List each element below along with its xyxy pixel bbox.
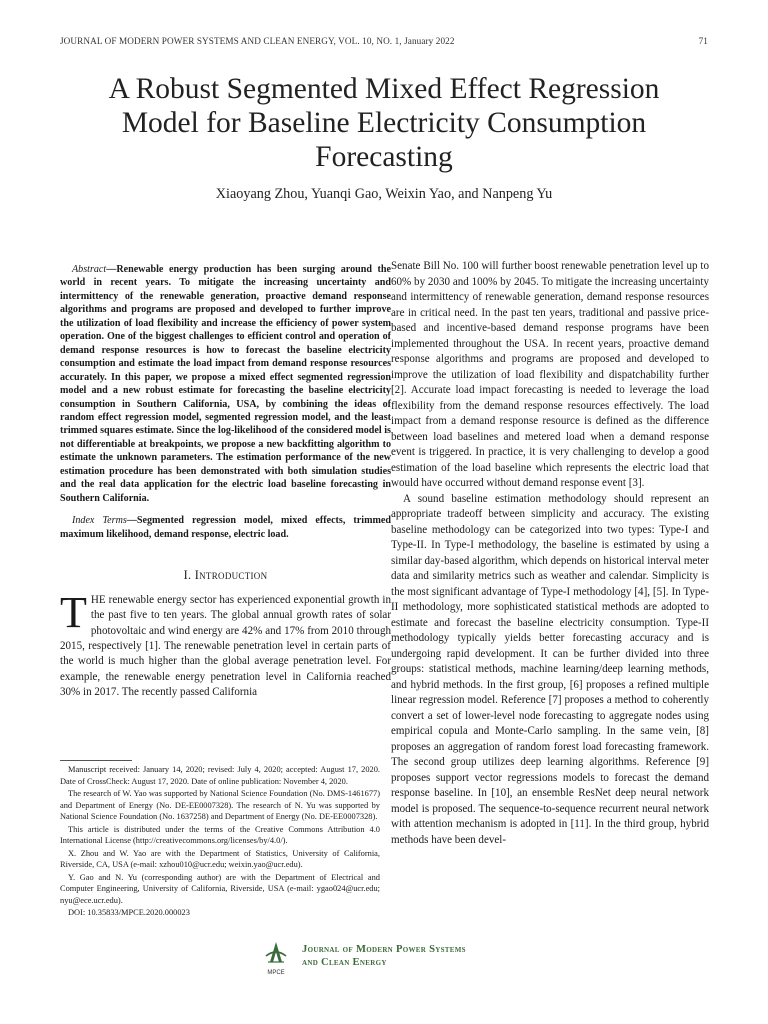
index-terms-text: —Segmented regression model, mixed effects, trimmed maximum likelihood, demand response, electric load. bbox=[60, 515, 391, 540]
logo-line-1: Journal of Modern Power Systems bbox=[302, 944, 466, 955]
footnote-funding: The research of W. Yao was supported by National Science Foundation (No. DMS-1461677) and Department of Energy (No. DE-EE0007328). The research of N. Yu was supported by National Science Foundation (No. 1637258) and Department of Energy (No. DE-EE0007328). bbox=[60, 789, 380, 821]
section-number: I. bbox=[183, 568, 195, 583]
paper-title bbox=[40, 72, 728, 174]
intro-text: renewable energy sector has experienced exponential growth in the past five to ten years. The global annual growth rates of solar photovoltaic and wind energy are 42% and 17% from 2010 through 2015, respectively [1]. The renewable penetration level in certain parts of the world is much higher than the global average penetration level. For example, the renewable energy penetration level in California reached 30% in 2017. The recently passed California bbox=[60, 593, 391, 699]
section-heading-introduction bbox=[60, 568, 391, 584]
title-line-3: Forecasting bbox=[315, 141, 453, 173]
footnote-affiliation-1: X. Zhou and W. Yao are with the Department of Statistics, University of California, Riverside, CA, USA (e-mail: xzhou010@ucr.edu; weixin.yao@ucr.edu). bbox=[60, 848, 380, 869]
right-paragraph-1: Senate Bill No. 100 will further boost renewable penetration level up to 60% by 2030 and 100% by 2045. To mitigate the increasing uncertainty and intermittency of renewable generation, demand response resources are in critical need. In the past ten years, traditional and passive price-based and incentive-based demand response programs have been implemented throughout the USA. In recent years, proactive demand response algorithms and programs are proposed and developed to improve the utilization of load flexibility and dispatchability further [2]. Accurate load impact forecasting is needed to leverage the load flexibility from the demand response resources effectively. The load impact from a demand response resource is defined as the difference between load baselines and metered load when a demand response event is triggered. In practice, it is very challenging to develop a good estimation of the load baseline which represents the electric load that would have occurred without demand response event [3]. bbox=[391, 260, 709, 489]
drop-cap: T bbox=[60, 587, 87, 637]
left-column bbox=[60, 263, 391, 701]
running-header bbox=[60, 36, 708, 46]
intro-paragraph bbox=[60, 587, 391, 701]
author-list: Xiaoyang Zhou, Yuanqi Gao, Weixin Yao, and Nanpeng Yu bbox=[215, 186, 553, 202]
title-line-1: A Robust Segmented Mixed Effect Regression bbox=[108, 73, 660, 105]
abstract bbox=[60, 263, 391, 505]
index-terms bbox=[60, 514, 391, 541]
page-number: 71 bbox=[698, 36, 708, 46]
footnote-rule bbox=[60, 760, 132, 761]
abstract-label: Abstract bbox=[72, 264, 107, 275]
intro-first-word: HE bbox=[90, 593, 106, 606]
right-paragraph-2: A sound baseline estimation methodology should represent an appropriate tradeoff between simplicity and accuracy. The existing baseline methodology can be categorized into two types: Type-I and Type-II. In Type-I methodology, the baseline is estimated by using a similar day-based algorithm, which depends on historical interval meter data and similarity metrics such as weather and calendar. Simplicity is the most significant advantage of Type-I methodology [4], [5]. In Type-II methodology, more sophisticated statistical methods are adopted to estimate and forecast the baseline electricity consumption. Type-II methodology typically yields better forecasting accuracy and is undergoing rapid development. It can be further divided into three groups: statistical methods, machine learning/deep learning methods, and hybrid methods. In the first group, [6] proposes a refined multiple linear regression model. Reference [7] proposes a method to coherently convert a set of lower-level node forecasting to aggregate nodes using empirical copula and Monte-Carlo sampling. In the same vein, [8] proposes an aggregation of random forest load forecasting framework. The second group utilizes deep learning algorithms. Reference [9] proposes support vector regressions models to forecast the demand response baseline. In [10], an ensemble ResNet deep neural network model is proposed. The sequence-to-sequence recurrent neural network with attention mechanism is adopted in [11]. In the third group, hybrid methods have been devel- bbox=[391, 492, 709, 846]
mpce-logo-icon bbox=[262, 940, 290, 976]
logo-abbr: MPCE bbox=[267, 970, 285, 976]
journal-citation: JOURNAL OF MODERN POWER SYSTEMS AND CLEAN ENERGY, VOL. 10, NO. 1, January 2022 bbox=[60, 36, 455, 46]
footnote-doi: DOI: 10.35833/MPCE.2020.000023 bbox=[68, 908, 190, 917]
footnote-affiliation-2: Y. Gao and N. Yu (corresponding author) are with the Department of Electrical and Computer Engineering, University of California, Riverside, USA (e-mail: ygao024@ucr.edu; nyu@ece.ucr.edu). bbox=[60, 872, 380, 905]
title-line-2: Model for Baseline Electricity Consumption bbox=[121, 107, 647, 139]
abstract-text: —Renewable energy production has been surging around the world in recent years. To mitigate the increasing uncertainty and intermittency of the renewable generation, proactive demand response algorithms and programs are proposed and developed to further improve the utilization of load flexibility and increase the efficiency of power system operation. One of the biggest challenges to efficient control and operation of demand response resources is how to forecast the baseline electricity consumption and estimate the load impact from demand response resources accurately. In this paper, we propose a mixed effect segmented regression model and a new robust estimate for forecasting the baseline electricity consumption in Southern California, USA, by combining the ideas of random effect regression model, segmented regression model, and the least trimmed squares estimate. Since the log-likelihood of the considered model is not differentiable at breakpoints, we propose a new backfitting algorithm to estimate the unknown parameters. The estimation performance of the new estimation procedure has been demonstrated with both simulation studies and the real data application for the electric load baseline forecasting in Southern California. bbox=[60, 264, 391, 504]
section-title: Introduction bbox=[194, 568, 268, 583]
index-terms-label: Index Terms bbox=[72, 515, 127, 527]
right-column bbox=[391, 259, 709, 848]
footnote-manuscript-dates: Manuscript received: January 14, 2020; revised: July 4, 2020; accepted: August 17, 2020. Date of CrossCheck: August 17, 2020. Date of online publication: November 4, 2020. bbox=[60, 765, 380, 786]
journal-logo-text bbox=[302, 943, 466, 969]
logo-line-2: and Clean Energy bbox=[302, 957, 387, 968]
footnotes bbox=[60, 760, 380, 920]
journal-logo bbox=[262, 940, 522, 976]
footnote-license: This article is distributed under the terms of the Creative Commons Attribution 4.0 International License (http://creativecommons.org/licenses/by/4.0/). bbox=[60, 824, 380, 845]
